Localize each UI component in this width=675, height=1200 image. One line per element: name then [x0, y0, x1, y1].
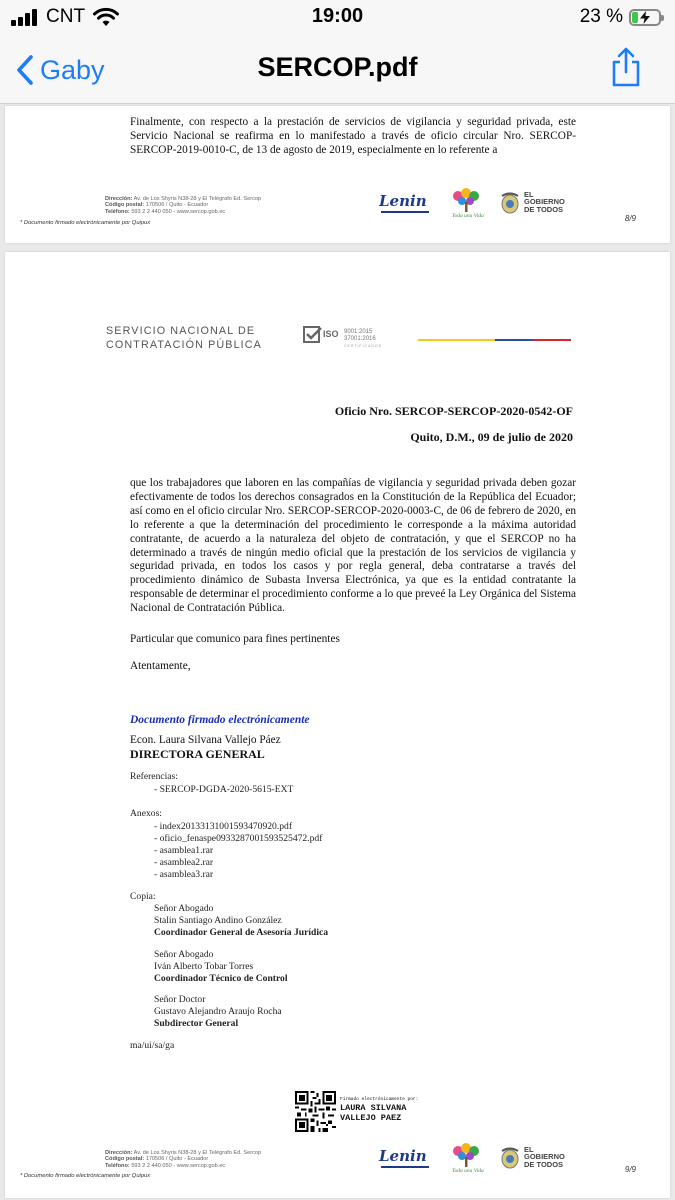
copy-name: Gustavo Alejandro Araujo Rocha — [154, 1006, 282, 1017]
chevron-left-icon — [16, 54, 34, 86]
initials: ma/ui/sa/ga — [130, 1040, 175, 1051]
regards: Atentamente, — [130, 660, 191, 672]
copy-salutation: Señor Abogado — [154, 903, 214, 914]
copy-salutation: Señor Doctor — [154, 994, 206, 1005]
battery-level — [632, 12, 638, 23]
carrier-name: CNT — [46, 6, 86, 27]
battery-icon — [629, 9, 661, 26]
page-number-9: 9/9 — [624, 1165, 636, 1174]
gobierno-logo: EL GOBIERNO DE TODOS — [524, 1145, 565, 1169]
tree-logo-caption: Toda una Vida — [452, 213, 484, 219]
battery-percent: 23 % — [579, 6, 623, 27]
ecuador-coat-of-arms-icon — [499, 192, 521, 214]
annex-item: - asamblea1.rar — [154, 845, 214, 856]
lenin-logo: Lenin — [379, 192, 427, 210]
ecuador-coat-of-arms-icon — [499, 1147, 521, 1169]
annex-item: - asamblea3.rar — [154, 869, 214, 880]
copy-salutation: Señor Abogado — [154, 949, 214, 960]
annex-item: - asamblea2.rar — [154, 857, 214, 868]
closing-line: Particular que comunico para fines pertinentes — [130, 633, 340, 645]
iso-label: ISO — [323, 329, 339, 339]
gobierno-logo: EL GOBIERNO DE TODOS — [524, 190, 565, 214]
copy-name: Iván Alberto Tobar Torres — [154, 961, 254, 972]
page-number-8: 8/9 — [624, 214, 636, 223]
back-button[interactable] — [16, 50, 105, 90]
copy-role: Coordinador General de Asesoría Jurídica — [154, 927, 329, 938]
lenin-logo: Lenin — [379, 1147, 427, 1165]
lenin-logo-underline — [381, 1166, 429, 1168]
qr-signature-caption: Firmado electrónicamente por: LAURA SILVANA VALLEJO PAEZ — [340, 1097, 419, 1123]
references-label: Referencias: — [130, 771, 178, 782]
annex-item: - oficio_fenaspe0933287001593525472.pdf — [154, 833, 323, 844]
body-paragraph: que los trabajadores que laboren en las compañías de vigilancia y seguridad privada deben gozar efectivamente de todos los derechos consagrados en la Constitución de la República del Ecuador; así como en el oficio circular Nro. SERCOP-SERCOP-2020-0003-C, de 06 de febrero de 2020, en lo referente a que la determinación del procedimiento le corresponde a la máxima autoridad contratante, de acuerdo a la naturaleza del objeto de contratación, y que el SERCOP no ha determinado a través de ningún medio oficial que la prestación de los servicios de vigilancia y seguridad privada, en todos los casos y por regla general, deba contratarse a través del procedimiento dinámico de Subasta Inversa Electrónica, ya que es la entidad contratante la responsable de determinar el procedimiento conforme a lo que preveé la Ley Orgánica del Sistema Nacional de Contratación Pública. — [130, 477, 576, 615]
signer-title: DIRECTORA GENERAL — [130, 747, 265, 761]
copy-role: Coordinador Técnico de Control — [154, 973, 288, 984]
org-name: SERVICIO NACIONAL DE CONTRATACIÓN PÚBLICA — [106, 325, 262, 351]
copy-name: Stalin Santiago Andino González — [154, 915, 282, 926]
charging-bolt-icon — [639, 11, 651, 24]
annexes-label: Anexos: — [130, 808, 162, 819]
tree-logo-caption: Toda una Vida — [452, 1168, 484, 1174]
annex-item: - index20133131001593470920.pdf — [154, 821, 293, 832]
iso-certified: CERTIFICADOS — [344, 344, 382, 348]
footer-address: Dirección: Av. de Los Shyris N38-28 y El Telégrafo Ed. Sercop Código postal: 170506 / Quito - Ecuador Teléfono: 593 2 2 440 050 - www.sercop.gob.ec — [105, 1150, 262, 1169]
status-time: 19:00 — [311, 5, 364, 27]
tree-logo-icon — [446, 1142, 486, 1168]
back-label: Gaby — [40, 54, 105, 85]
document-title: SERCOP.pdf — [257, 52, 418, 82]
reference-item: - SERCOP-DGDA-2020-5615-EXT — [154, 784, 294, 795]
iso-numbers: 9001:2015 37001:2016 — [344, 329, 376, 342]
copy-role: Subdirector General — [154, 1018, 239, 1029]
nav-bar — [0, 36, 675, 104]
document-date: Quito, D.M., 09 de julio de 2020 — [410, 430, 573, 444]
share-icon[interactable] — [609, 46, 643, 88]
ecuador-flag-stripe — [418, 339, 571, 341]
oficio-number: Oficio Nro. SERCOP-SERCOP-2020-0542-OF — [334, 404, 573, 418]
page8-paragraph: Finalmente, con respecto a la prestación de servicios de vigilancia y seguridad privada, este Servicio Nacional se reafirma en lo manifestado a través de oficio circular Nro. SERCOP-SERCOP-2019-0010-C, de 13 de agosto de 2019, especialmente en lo referente a — [130, 116, 576, 156]
status-bar — [0, 0, 675, 36]
tree-logo-icon — [446, 187, 486, 213]
copy-label: Copia: — [130, 891, 156, 902]
footnote: * Documento firmado electrónicamente por Quipux — [20, 1173, 151, 1179]
footer-address: Dirección: Av. de Los Shyris N38-28 y El Telégrafo Ed. Sercop Código postal: 170506 / Quito - Ecuador Teléfono: 593 2 2 440 050 - www.sercop.gob.ec — [105, 196, 262, 215]
lenin-logo-underline — [381, 211, 429, 213]
pdf-page-9 — [5, 252, 670, 1198]
signed-note: Documento firmado electrónicamente — [130, 714, 310, 726]
qr-code — [295, 1091, 336, 1132]
signer-name: Econ. Laura Silvana Vallejo Páez — [130, 734, 281, 746]
iso-check-icon — [303, 326, 322, 343]
pdf-page-8 — [5, 106, 670, 243]
footnote: * Documento firmado electrónicamente por Quipux — [20, 220, 151, 226]
